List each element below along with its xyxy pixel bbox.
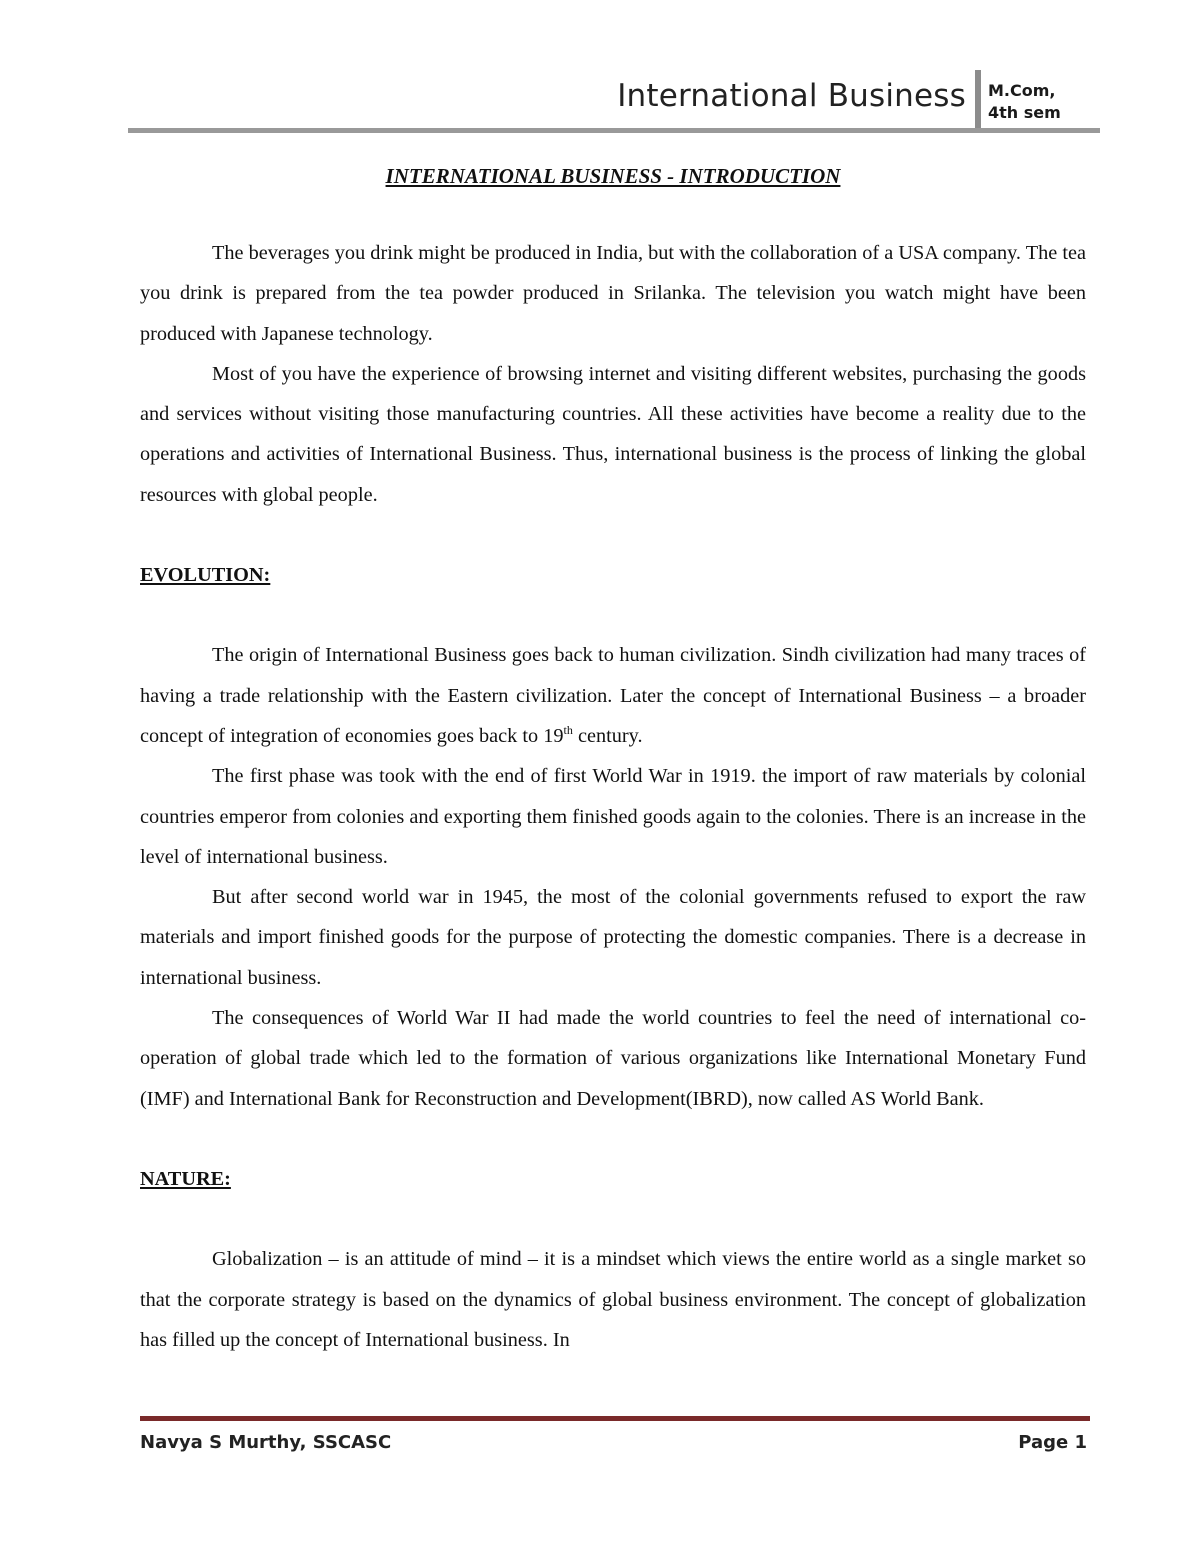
header-semester: 4th sem <box>988 103 1061 122</box>
footer-rule <box>140 1416 1090 1421</box>
evolution-paragraph-1 <box>140 635 1086 756</box>
intro-paragraph-1: The beverages you drink might be produced in India, but with the collaboration of a USA company. The tea you drink is prepared from the tea powder produced in Srilanka. The television you watch might have been produced with Japanese technology. <box>140 242 1086 345</box>
evolution-heading: EVOLUTION: <box>140 564 271 587</box>
intro-paragraph-2: Most of you have the experience of browsing internet and visiting different websites, purchasing the goods and services without visiting those manufacturing countries. All these activities have become a reality due to the operations and activities of International Business. Thus, international business is the process of linking the global resources with global people. <box>140 362 1086 506</box>
document-body <box>140 160 1086 1360</box>
document-title: INTERNATIONAL BUSINESS - INTRODUCTION <box>385 164 841 188</box>
evolution-p1-sup: th <box>563 723 573 738</box>
nature-heading: NATURE: <box>140 1167 231 1190</box>
header-title: International Business <box>617 78 966 114</box>
footer-author: Navya S Murthy, SSCASC <box>140 1432 392 1453</box>
header-rule <box>128 128 1100 133</box>
evolution-p1-tail: century. <box>572 724 643 747</box>
evolution-p1-text: The origin of International Business goes back to human civilization. Sindh civilization had many traces of having a trade relationship with the Eastern civilization. Later the concept of International Business – a broader concept of integration of economies goes back to 19 <box>140 644 1086 747</box>
header-course: M.Com, <box>988 81 1056 100</box>
header-course-info <box>988 80 1061 124</box>
header-separator <box>975 70 981 130</box>
footer-page-number: Page 1 <box>1018 1432 1087 1453</box>
evolution-paragraph-2: The first phase was took with the end of first World War in 1919. the import of raw materials by colonial countries emperor from colonies and exporting them finished goods again to the colonies. There is an increase in the level of international business. <box>140 765 1086 868</box>
evolution-paragraph-3: But after second world war in 1945, the most of the colonial governments refused to export the raw materials and import finished goods for the purpose of protecting the domestic companies. There is a decrease in international business. <box>140 886 1086 989</box>
nature-paragraph-1: Globalization – is an attitude of mind – it is a mindset which views the entire world as a single market so that the corporate strategy is based on the dynamics of global business environment. The concept of globalization has filled up the concept of International business. In <box>140 1248 1086 1351</box>
page-header <box>128 70 1100 132</box>
evolution-paragraph-4: The consequences of World War II had made the world countries to feel the need of international co-operation of global trade which led to the formation of various organizations like International Monetary Fund (IMF) and International Bank for Reconstruction and Development(IBRD), now called AS World Bank. <box>140 1007 1086 1110</box>
